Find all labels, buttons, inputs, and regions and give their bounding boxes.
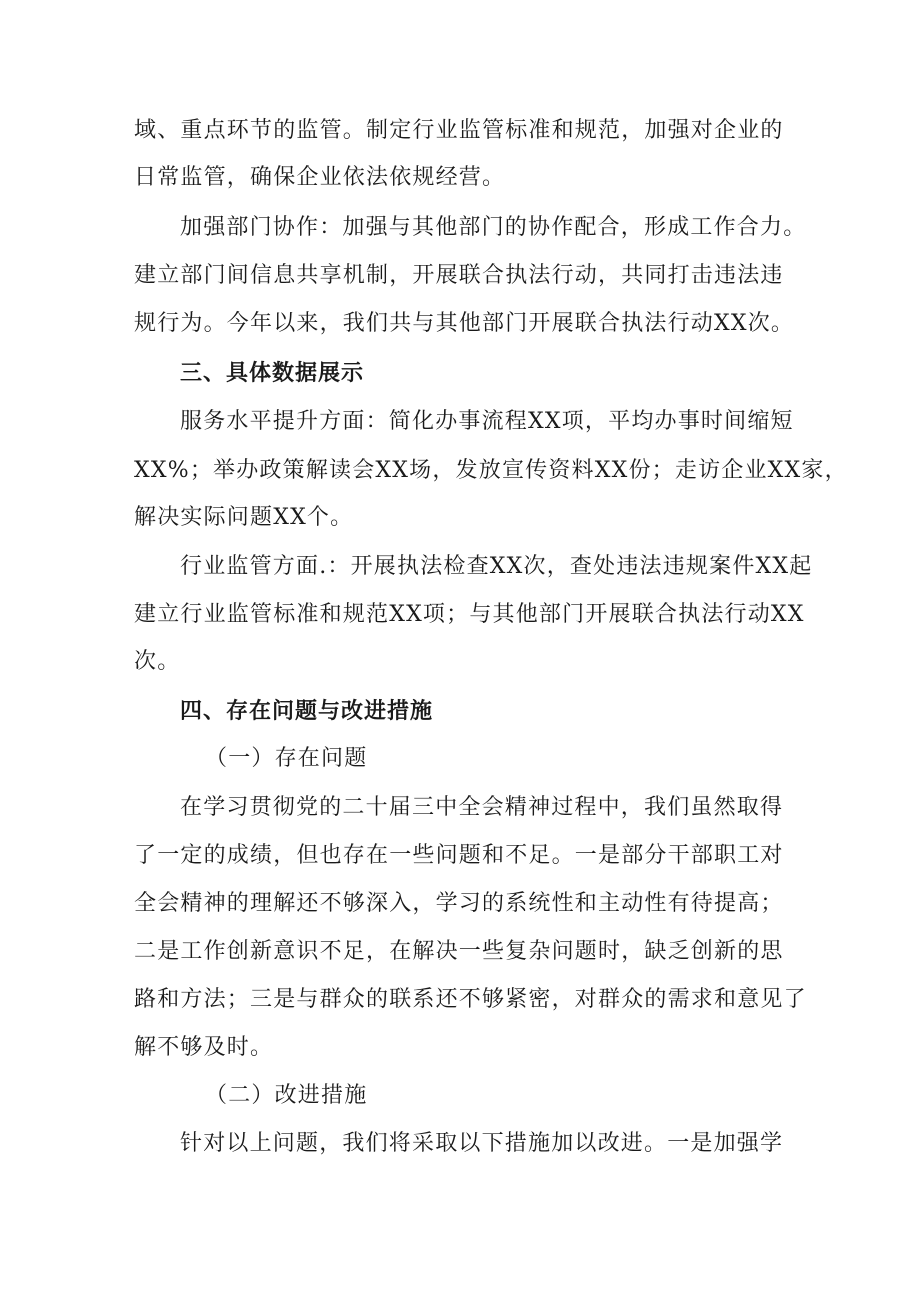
body-text-line: 解决实际问题XX个。 — [134, 505, 354, 530]
subsection-heading-2: （二）改进措施 — [205, 1083, 368, 1108]
paragraph-start-line: 服务水平提升方面：简化办事流程XX项，平均办事时间缩短 — [180, 409, 794, 434]
body-text-line: 全会精神的理解还不够深入，学习的系统性和主动性有待提高； — [134, 891, 784, 916]
section-heading-4: 四、存在问题与改进措施 — [180, 699, 434, 724]
paragraph-start-line: 行业监管方面.：开展执法检查XX次，查处违法违规案件XX起 — [180, 554, 813, 579]
body-text-line: 二是工作创新意识不足，在解决一些复杂问题时，缺乏创新的思 — [134, 939, 784, 964]
body-text-line: 解不够及时。 — [134, 1035, 274, 1060]
paragraph-start-line: 针对以上问题，我们将采取以下措施加以改进。一是加强学 — [180, 1131, 784, 1156]
body-text-line: 域、重点环节的监管。制定行业监管标准和规范，加强对企业的 — [134, 118, 784, 143]
section-heading-3: 三、具体数据展示 — [180, 361, 365, 386]
body-text-line: 建立部门间信息共享机制，开展联合执法行动，共同打击违法违 — [134, 263, 784, 288]
body-text-line: 建立行业监管标准和规范XX项；与其他部门开展联合执法行动XX — [134, 602, 805, 627]
subsection-heading-1: （一）存在问题 — [205, 746, 368, 771]
body-text-line: 次。 — [134, 649, 181, 674]
paragraph-start-line: 在学习贯彻党的二十届三中全会精神过程中，我们虽然取得 — [180, 795, 784, 820]
body-text-line: 了一定的成绩，但也存在一些问题和不足。一是部分干部职工对 — [134, 843, 784, 868]
paragraph-start-line: 加强部门协作：加强与其他部门的协作配合，形成工作合力。 — [180, 215, 807, 240]
body-text-line: XX%；举办政策解读会XX场，发放宣传资料XX份；走访企业XX家， — [134, 458, 848, 483]
body-text-line: 路和方法；三是与群众的联系还不够紧密，对群众的需求和意见了 — [134, 987, 807, 1012]
body-text-line: 规行为。今年以来，我们共与其他部门开展联合执法行动XX次。 — [134, 311, 795, 336]
body-text-line: 日常监管，确保企业依法依规经营。 — [134, 165, 506, 190]
